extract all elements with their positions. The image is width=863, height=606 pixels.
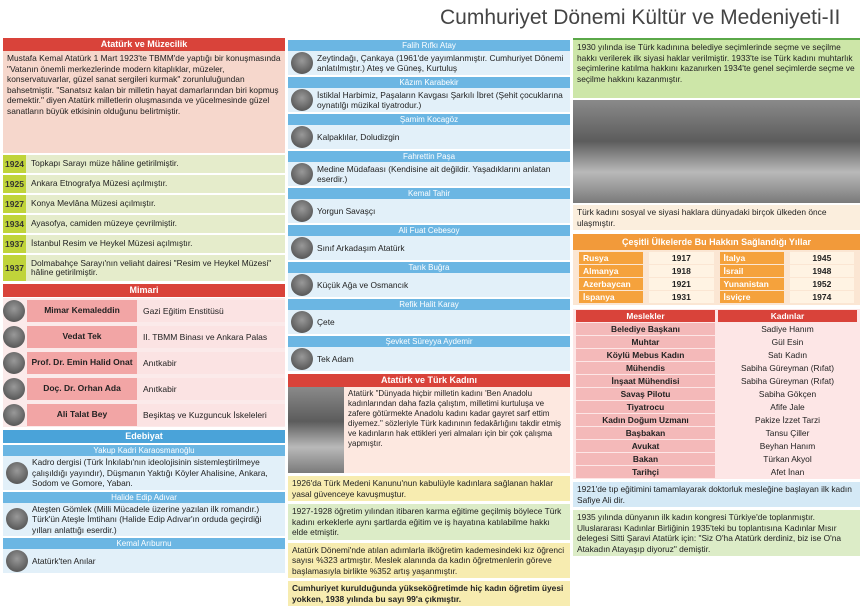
museum-year-row [3,235,285,253]
author-entry [288,273,570,297]
suffrage-intro: 1930 yılında ise Türk kadınına belediye seçimlerinde seçme ve seçilme hakkı verilerek ilk siyasi haklar verilmiştir. 1933'te ise Türk kadını muhtarlık seçimlerine katılma hakkını kazanırken 1934'te genel seçimlerde seçme ve seçilme hakkını kazanmıştır. [573,38,860,98]
country-year: 1931 [649,291,713,303]
author-avatar [291,200,313,222]
country-year: 1948 [790,265,854,277]
year-text: İstanbul Resim ve Heykel Müzesi açılmıştır. [26,235,285,253]
author-entry [3,549,285,573]
author-avatar [291,126,313,148]
architect-work: Gazi Eğitim Enstitüsü [137,300,285,322]
museum-year-row [3,195,285,213]
author-avatar [6,462,28,484]
profession-name: Bakan [576,453,715,465]
author-entry [288,88,570,112]
profession-name: Tiyatrocu [576,401,715,413]
author-avatar [291,237,313,259]
architect-work: Anıtkabir [137,352,285,374]
author-name: Şamim Kocagöz [288,114,570,125]
author-name: Kemal Tahir [288,188,570,199]
year-text: Topkapı Sarayı müze hâline getirilmiştir. [26,155,285,173]
author-avatar [291,163,313,185]
architect-row [3,350,285,375]
museum-intro: Mustafa Kemal Atatürk 1 Mart 1923'te TBMM'de yaptığı bir konuşmasında "Vatanın önemli merkezlerinde modern kitaplıklar, müzeler, konservatuvarlar, güzel sanat sergileri kurmak" zorunluluğundan bahsetmiştir. "Sanatsız kalan bir milletin hayat damarlarından biri kopmuş demektir." diyen Atatürk milletlerin oluşmasında ve yücelmesinde güzel sanatların büyük etkisinin olduğunu belirtmiştir. [3,51,285,153]
country-name: İspanya [579,291,643,303]
year-badge: 1925 [3,175,26,193]
author-works: Ateşten Gömlek (Milli Mücadele üzerine yazılan ilk romandır.) Türk'ün Ateşle İmtihanı (Halide Edip Adıvar'ın orduda geçirdiği yılları anlattığı eserdir.) [32,503,262,535]
architecture-header: Mimari [3,284,285,297]
architect-row [3,376,285,401]
author-works: Atatürk'ten Anılar [32,555,96,566]
museum-year-row [3,215,285,233]
architecture-list [3,298,285,427]
profession-woman: Sabiha Güreyman (Rıfat) [718,362,857,374]
country-name: Rusya [579,252,643,264]
profession-woman: Sabiha Güreyman (Rıfat) [718,375,857,387]
author-name: Ali Fuat Cebesoy [288,225,570,236]
author-works: Medine Müdafaası (Kendisine ait değildir. Yaşadıklarını anlatan eserdir.) [317,163,551,184]
architect-name: Vedat Tek [27,326,137,348]
author-works: Zeytindağı, Çankaya (1961'de yayımlanmıştır. Cumhuriyet Dönemi anlatılmıştır.) Ateş ve Güneş, Kurtuluş [317,52,564,73]
architect-name: Ali Talat Bey [27,404,137,426]
author-entry [3,456,285,490]
year-text: Ankara Etnografya Müzesi açılmıştır. [26,175,285,193]
profession-woman: Satı Kadın [718,349,857,361]
author-works: İstiklal Harbimiz, Paşaların Kavgası Şarkılı İbret (Şehit çocuklarına oynatılğı müzikal tiyatrodur.) [317,89,563,110]
middle-column [288,38,570,606]
museum-year-row [3,255,285,281]
profession-woman: Beyhan Hanım [718,440,857,452]
year-badge: 1924 [3,155,26,173]
author-works: Çete [317,316,335,327]
profession-woman: Afet İnan [718,466,857,478]
year-text: Dolmabahçe Sarayı'nın veliaht dairesi "Resim ve Heykel Müzesi" hâline getirilmiştir. [26,255,285,281]
author-name: Kemal Arıburnu [3,538,285,549]
country-name: Almanya [579,265,643,277]
year-badge: 1934 [3,215,26,233]
suffrage-table-title: Çeşitli Ülkelerde Bu Hakkın Sağlandığı Yıllar [573,234,860,250]
country-name: Azerbaycan [579,278,643,290]
museum-year-row [3,175,285,193]
profession-name: Mühendis [576,362,715,374]
profession-woman: Türkan Akyol [718,453,857,465]
civil-code-note: 1926'da Türk Medeni Kanunu'nun kabulüyle kadınlara sağlanan haklar yasal güvenceye kavuşmuştur. [288,476,570,501]
author-entry [288,51,570,75]
author-name: Halide Edip Adıvar [3,492,285,503]
profession-woman: Afife Jale [718,401,857,413]
women-col-header: Kadınlar [718,310,857,322]
profession-woman: Sadiye Hanım [718,323,857,335]
architect-avatar [3,378,25,400]
author-name: Fahrettin Paşa [288,151,570,162]
women-quote: Atatürk "Dünyada hiçbir milletin kadını 'Ben Anadolu kadınlarından daha fazla çalıştım, milletimi kurtuluşa ve zafere götürmekte Anadolu kadını kadar gayret sarf ettim diyemez." sözleriyle Türk kadınının fedakârlığını takdir etmiş ve kadınların hak ettikleri yeri almaları için bir çok çalışma yapmıştır. [348,389,562,448]
author-avatar [291,52,313,74]
author-entry [288,199,570,223]
architect-row [3,324,285,349]
museum-year-list [3,155,285,281]
profession-name: Savaş Pilotu [576,388,715,400]
profession-name: Başbakan [576,427,715,439]
profession-name: Belediye Başkanı [576,323,715,335]
author-avatar [6,550,28,572]
coeducation-note: 1927-1928 öğretim yılından itibaren karma eğitime geçilmiş böylece Türk kadını erkeklerle aynı şartlarda eğitim ve iş hayatına katılabilme hakkı elde etmiştir. [288,504,570,540]
author-entry [288,310,570,334]
museum-year-row [3,155,285,173]
country-name: İsrail [720,265,784,277]
page-title: Cumhuriyet Dönemi Kültür ve Medeniyeti-II [440,6,841,29]
teachers-note: Atatürk Dönemi'nde atılan adımlarla ilköğretim kademesindeki kız öğrenci sayısı %323 artmıştır. Meslek alanında da kadın öğretmenlerin göreve başlamasıyla birlikte %352 artış yaşanmıştır. [288,543,570,579]
architect-row [3,402,285,427]
literature-authors-left [3,445,285,573]
right-column [573,38,860,556]
author-avatar [291,311,313,333]
suffrage-table [573,250,860,305]
architect-name: Doç. Dr. Orhan Ada [27,378,137,400]
profession-woman: Gül Esin [718,336,857,348]
country-year: 1974 [790,291,854,303]
author-avatar [291,348,313,370]
profession-name: Muhtar [576,336,715,348]
author-works: Sınıf Arkadaşım Atatürk [317,242,405,253]
congress-note: 1935 yılında dünyanın ilk kadın kongresi Türkiye'de toplanmıştır. Uluslararası Kadınlar Birliğinin 1935'teki bu toplantısına Kadınlar Mısır delegesi Sitti Şaravi Atatürk için: "Siz O'ha Atatürk derdiniz, biz ise O'na Atakadın Atayaşıp diyoruz" demiştir. [573,510,860,556]
author-avatar [6,508,28,530]
architect-avatar [3,326,25,348]
ataturk-photo [288,387,344,473]
author-entry [288,236,570,260]
architect-avatar [3,300,25,322]
architect-name: Prof. Dr. Emin Halid Onat [27,352,137,374]
country-year: 1918 [649,265,713,277]
author-avatar [291,89,313,111]
author-entry [288,347,570,371]
author-works: Kalpaklılar, Doludizgin [317,131,400,142]
architect-name: Mimar Kemaleddin [27,300,137,322]
university-note: Cumhuriyet kurulduğunda yükseköğretimde hiç kadın öğretim üyesi yokken, 1938 yılında bu sayı 99'a çıkmıştır. [288,581,570,606]
architect-work: II. TBMM Binası ve Ankara Palas [137,326,285,348]
museum-header: Atatürk ve Müzecilik [3,38,285,51]
profession-woman: Pakize İzzet Tarzi [718,414,857,426]
country-year: 1945 [790,252,854,264]
profession-name: Kadın Doğum Uzmanı [576,414,715,426]
year-badge: 1937 [3,235,26,253]
country-year: 1921 [649,278,713,290]
women-quote-block [288,387,570,473]
profession-woman: Sabiha Gökçen [718,388,857,400]
country-name: Yunanistan [720,278,784,290]
author-avatar [291,274,313,296]
left-column [3,38,285,573]
author-name: Şevket Süreyya Aydemir [288,336,570,347]
literature-authors-middle [288,40,570,371]
author-name: Yakup Kadri Karaosmanoğlu [3,445,285,456]
literature-header: Edebiyat [3,430,285,443]
year-text: Konya Mevlâna Müzesi açılmıştır. [26,195,285,213]
professions-table [573,309,860,479]
author-entry [288,125,570,149]
author-name: Tarık Buğra [288,262,570,273]
profession-woman: Tansu Çiller [718,427,857,439]
architect-avatar [3,404,25,426]
author-works: Tek Adam [317,353,354,364]
profession-name: İnşaat Mühendisi [576,375,715,387]
architect-work: Anıtkabir [137,378,285,400]
first-doctor-note: 1921'de tıp eğitimini tamamlayarak doktorluk mesleğine başlayan ilk kadın Safiye Ali dir. [573,482,860,507]
country-year: 1952 [790,278,854,290]
year-badge: 1927 [3,195,26,213]
architect-avatar [3,352,25,374]
profession-name: Köylü Mebus Kadın [576,349,715,361]
profession-name: Tarihçi [576,466,715,478]
professions-col-header: Meslekler [576,310,715,322]
country-name: İtalya [720,252,784,264]
author-works: Yorgun Savaşçı [317,205,376,216]
suffrage-note: Türk kadını sosyal ve siyasi haklara dünyadaki birçok ülkeden önce ulaşmıştır. [573,205,860,230]
author-works: Küçük Ağa ve Osmancık [317,279,409,290]
country-name: İsviçre [720,291,784,303]
year-text: Ayasofya, camiden müzeye çevrilmiştir. [26,215,285,233]
author-name: Refik Halit Karay [288,299,570,310]
profession-name: Avukat [576,440,715,452]
architect-row [3,298,285,323]
year-badge: 1937 [3,255,26,281]
women-group-photo [573,100,860,203]
author-name: Kâzım Karabekir [288,77,570,88]
women-header: Atatürk ve Türk Kadını [288,374,570,387]
author-entry [3,503,285,537]
author-name: Falih Rıfkı Atay [288,40,570,51]
author-entry [288,162,570,186]
architect-work: Beşiktaş ve Kuzguncuk İskeleleri [137,404,285,426]
country-year: 1917 [649,252,713,264]
author-works: Kadro dergisi (Türk İnkılabı'nın ideolojisinin sistemleştirilmeye çalışıldığı yayındır), Düşmanın Yaktığı Köyler Ahalisine, Ankara, Sodom ve Gomore, Yaban. [32,457,268,488]
